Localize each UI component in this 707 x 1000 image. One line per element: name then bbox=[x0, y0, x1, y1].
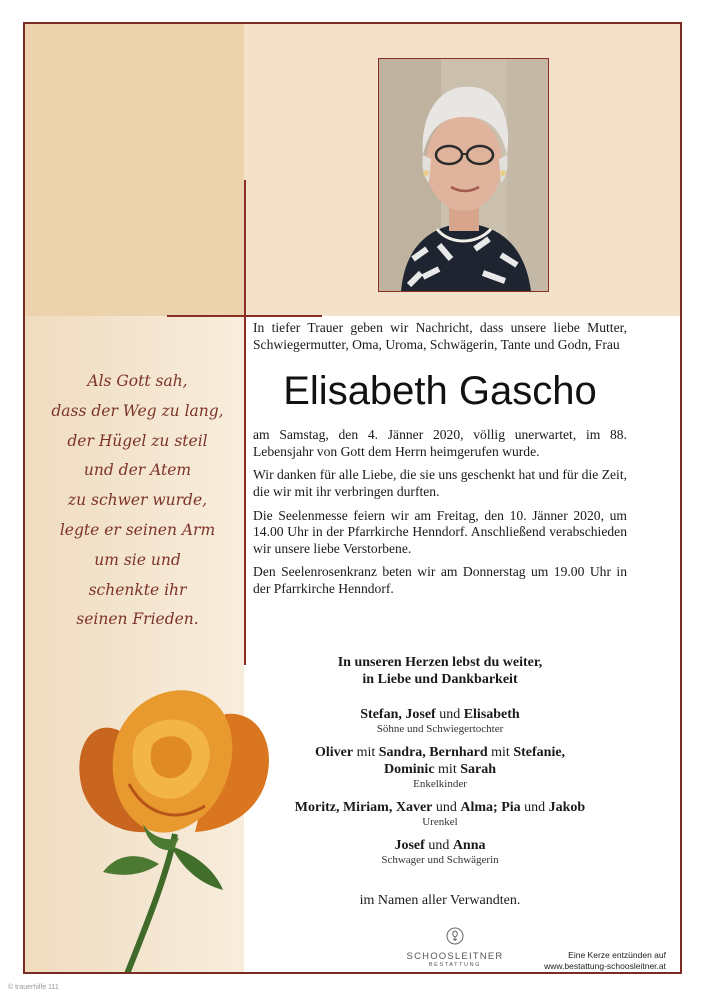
deceased-name: Elisabeth Gascho bbox=[283, 369, 597, 414]
candle-link[interactable] bbox=[506, 950, 666, 972]
connector: und bbox=[435, 800, 457, 815]
motto-line: In unseren Herzen lebst du weiter, bbox=[337, 655, 543, 670]
family-group bbox=[253, 744, 627, 791]
poem-line: der Hügel zu steil bbox=[67, 431, 208, 450]
poem-line: und der Atem bbox=[83, 461, 192, 480]
family-names bbox=[253, 837, 627, 854]
funeral-home-logo bbox=[395, 927, 515, 968]
poem-line: dass der Weg zu lang, bbox=[51, 401, 224, 420]
notice-text bbox=[253, 320, 627, 605]
family-name: Sarah bbox=[460, 762, 497, 777]
family-list bbox=[253, 706, 627, 875]
closing-line: im Namen aller Verwandten. bbox=[359, 893, 521, 908]
connector: mit bbox=[491, 745, 510, 760]
family-name: Dominic bbox=[383, 762, 435, 777]
family-group bbox=[253, 706, 627, 736]
notice-paragraph: Die Seelenmesse feiern wir am Freitag, den 10. Jänner 2020, um 14.00 Uhr in der Pfarrkirche Henndorf. Anschließend verabschieden wir unsere liebe Verstorbene. bbox=[253, 507, 627, 556]
notice-paragraph: Den Seelenrosenkranz beten wir am Donnerstag um 19.00 Uhr in der Pfarrkirche Henndorf. bbox=[253, 564, 627, 596]
family-relation: Enkelkinder bbox=[413, 778, 467, 790]
motto bbox=[253, 654, 627, 688]
logo-name: SCHOOSLEITNER bbox=[406, 951, 504, 962]
portrait-photo bbox=[378, 58, 549, 292]
family-name: Sandra, Bernhard bbox=[378, 745, 488, 760]
family-name: Elisabeth bbox=[463, 707, 520, 722]
family-name: Josef bbox=[394, 838, 425, 853]
family-names bbox=[253, 761, 627, 778]
candle-url[interactable]: www.bestattung-schoosleitner.at bbox=[544, 961, 666, 971]
family-name: Stefanie, bbox=[513, 745, 566, 760]
family-names bbox=[253, 706, 627, 723]
poem-line: zu schwer wurde, bbox=[67, 491, 208, 510]
family-name: Stefan, Josef bbox=[360, 707, 436, 722]
family-name: Alma; Pia bbox=[460, 800, 521, 815]
family-group bbox=[253, 837, 627, 867]
poem-line: schenkte ihr bbox=[88, 580, 187, 599]
connector: und bbox=[439, 707, 461, 722]
logo-subtitle: BESTATTUNG bbox=[428, 962, 482, 968]
poem-line: legte er seinen Arm bbox=[59, 520, 216, 539]
poem-line: seinen Frieden. bbox=[76, 610, 199, 629]
family-name: Oliver bbox=[314, 745, 354, 760]
connector: und bbox=[428, 838, 450, 853]
family-relation: Schwager und Schwägerin bbox=[381, 854, 499, 866]
credit-text: © trauerhilfe 111 bbox=[8, 984, 59, 991]
portrait-illustration bbox=[379, 59, 548, 291]
family-group bbox=[253, 799, 627, 829]
rose-logo-icon bbox=[446, 927, 464, 945]
cross-vertical-bar bbox=[244, 180, 246, 665]
top-left-tile bbox=[25, 24, 244, 316]
connector: mit bbox=[438, 762, 457, 777]
cross-horizontal-bar bbox=[167, 315, 322, 317]
connector: mit bbox=[356, 745, 376, 760]
family-relation: Söhne und Schwiegertochter bbox=[376, 723, 504, 735]
connector: und bbox=[524, 800, 546, 815]
family-name: Jakob bbox=[548, 800, 586, 815]
poem-line: Als Gott sah, bbox=[87, 372, 188, 390]
family-name: Anna bbox=[452, 838, 486, 853]
candle-text: Eine Kerze entzünden auf bbox=[568, 950, 666, 960]
poem-line: um sie und bbox=[94, 550, 181, 569]
family-name: Moritz, Miriam, Xaver bbox=[294, 800, 433, 815]
notice-paragraph: am Samstag, den 4. Jänner 2020, völlig unerwartet, im 88. Lebensjahr von Gott dem Herrn heimgerufen wurde. bbox=[253, 427, 627, 459]
intro-text: In tiefer Trauer geben wir Nachricht, dass unsere liebe Mutter, Schwiegermutter, Oma, Uroma, Schwägerin, Tante und Godn, Frau bbox=[253, 320, 627, 352]
family-names bbox=[253, 744, 627, 761]
family-relation: Urenkel bbox=[422, 816, 458, 828]
notice-paragraph: Wir danken für alle Liebe, die sie uns geschenkt hat und für die Zeit, die wir mit ihr verbringen durften. bbox=[253, 467, 627, 499]
family-names bbox=[253, 799, 627, 816]
motto-line: in Liebe und Dankbarkeit bbox=[362, 672, 518, 687]
poem bbox=[35, 367, 240, 635]
